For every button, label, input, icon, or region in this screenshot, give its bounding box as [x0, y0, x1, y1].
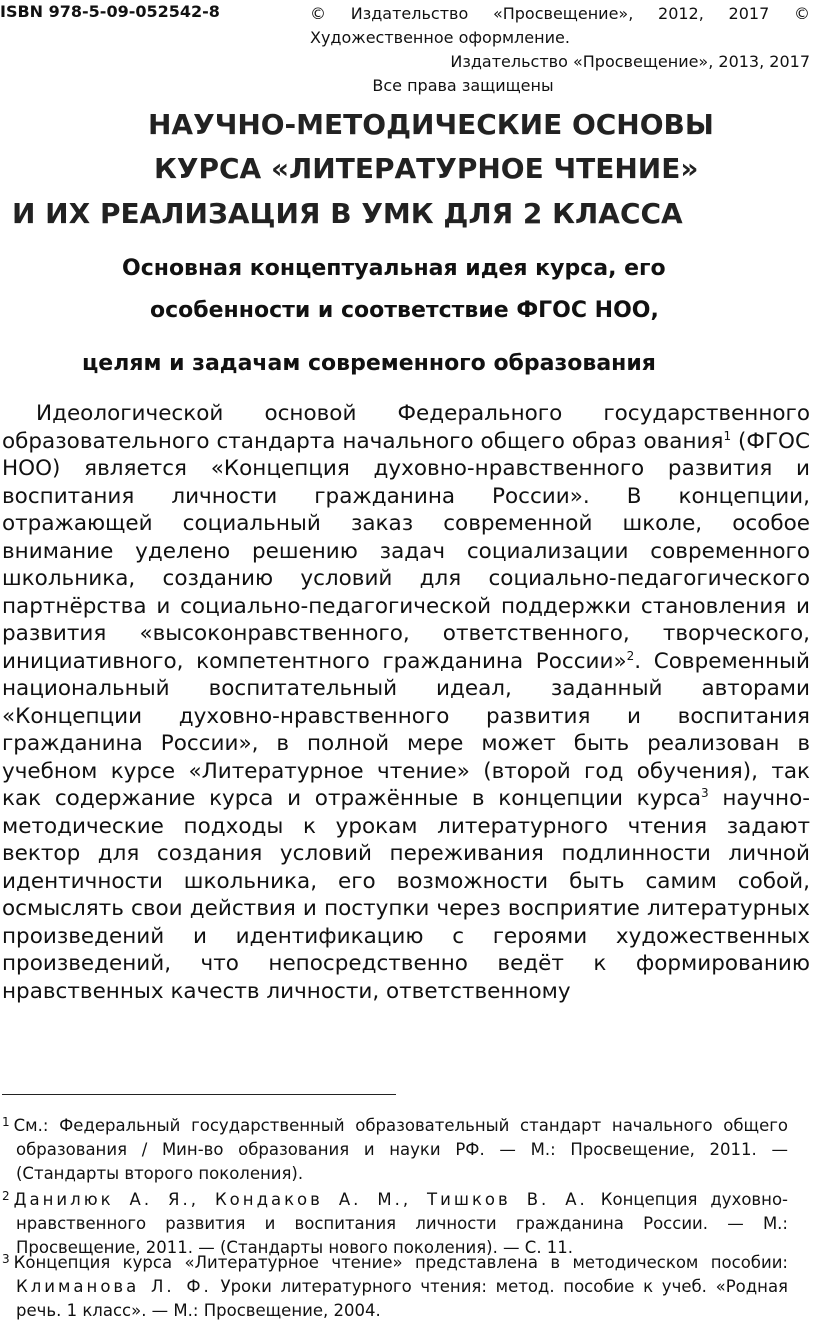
footnote-text: Концепция духовно-нравственного развития и воспитания личности гражданина России. — М.: Просвещение, 2011. — (Стандарты нового поколения). — С. 11. [16, 1190, 788, 1257]
footnote-text: См.: Федеральный государственный образовательный стандарт начального общего образования / Мин-во образования и науки РФ. — М.: Просвещение, 2011. — (Стандарты второго поколения). [13, 1116, 788, 1183]
footnote-number: 2 [2, 1189, 10, 1203]
body-text: Идеологической основой Федерального государственного образовательного стандарта начального общего образ ования [2, 401, 810, 454]
body-text: . Современный национальный воспитательный идеал, заданный авторами «Концепции духовно-нравственного развития и воспитания гражданина России», в полной мере может быть реализован в учебном курсе «Литературное чтение» (второй год обучения), так как содержание курса и отражённые в концепции курса [2, 648, 810, 811]
subtitle-line-3: целям и задачам современного образования [82, 351, 656, 376]
footnote-divider [2, 1094, 396, 1095]
rights-reserved: Все права защищены [372, 76, 554, 95]
footnote-1 [2, 1110, 788, 1186]
title-line-1: НАУЧНО-МЕТОДИЧЕСКИЕ ОСНОВЫ [148, 108, 714, 141]
footnote-number: 3 [2, 1252, 10, 1266]
footnote-author: Климанова Л. Ф. [16, 1277, 212, 1296]
subtitle-line-2: особенности и соответствие ФГОС НОО, [150, 298, 659, 323]
footnote-ref: 1 [723, 428, 732, 443]
copyright-line: Издательство «Просвещение», 2013, 2017 [450, 52, 810, 71]
body-text: научно-методические подходы к урокам литературного чтения задают вектор для создания условий переживания подлинности личной идентичности школьника, его возможности быть самим собой, осмыслять свои действия и поступки через восприятие литературных произведений и идентификацию с героями художественных произведений, что непосредственно ведёт к формированию нравственных качеств личности, ответственному [2, 786, 810, 1004]
footnote-author: Данилюк А. Я., Кондаков А. М., Тишков В. А. [13, 1190, 588, 1209]
body-paragraph [2, 400, 810, 1005]
footnote-3 [2, 1247, 788, 1323]
footnote-text: Концепция курса «Литературное чтение» представлена в методическом пособии: [13, 1253, 788, 1272]
title-line-3: И ИХ РЕАЛИЗАЦИЯ В УМК ДЛЯ 2 КЛАССА [12, 197, 683, 230]
title-line-2: КУРСА «ЛИТЕРАТУРНОЕ ЧТЕНИЕ» [154, 152, 699, 185]
copyright-line: © Издательство «Просвещение», 2012, 2017 © Художественное оформление. [310, 4, 810, 47]
footnote-number: 1 [2, 1115, 10, 1129]
footnote-ref: 3 [701, 785, 709, 800]
subtitle-line-1: Основная концептуальная идея курса, его [122, 256, 666, 281]
copyright-block [310, 2, 810, 74]
isbn-line: ISBN 978-5-09-052542-8 [0, 2, 220, 21]
body-text: (ФГОС НОО) является «Концепция духовно-нравственного развития и воспитания личности гражданина России». В концепции, отражающей социальный заказ современной школе, особое внимание уделено решению задач социализации современного школьника, созданию условий для социально-педагогического партнёрства и социально-педагогической поддержки становления и развития «высоконравственного, ответственного, творческого, инициативного, компетентного гражданина России» [2, 428, 810, 674]
footnote-text: Уроки литературного чтения: метод. пособие к учеб. «Родная речь. 1 класс». — М.: Просвещение, 2004. [16, 1277, 788, 1320]
footnote-ref: 2 [626, 648, 635, 663]
